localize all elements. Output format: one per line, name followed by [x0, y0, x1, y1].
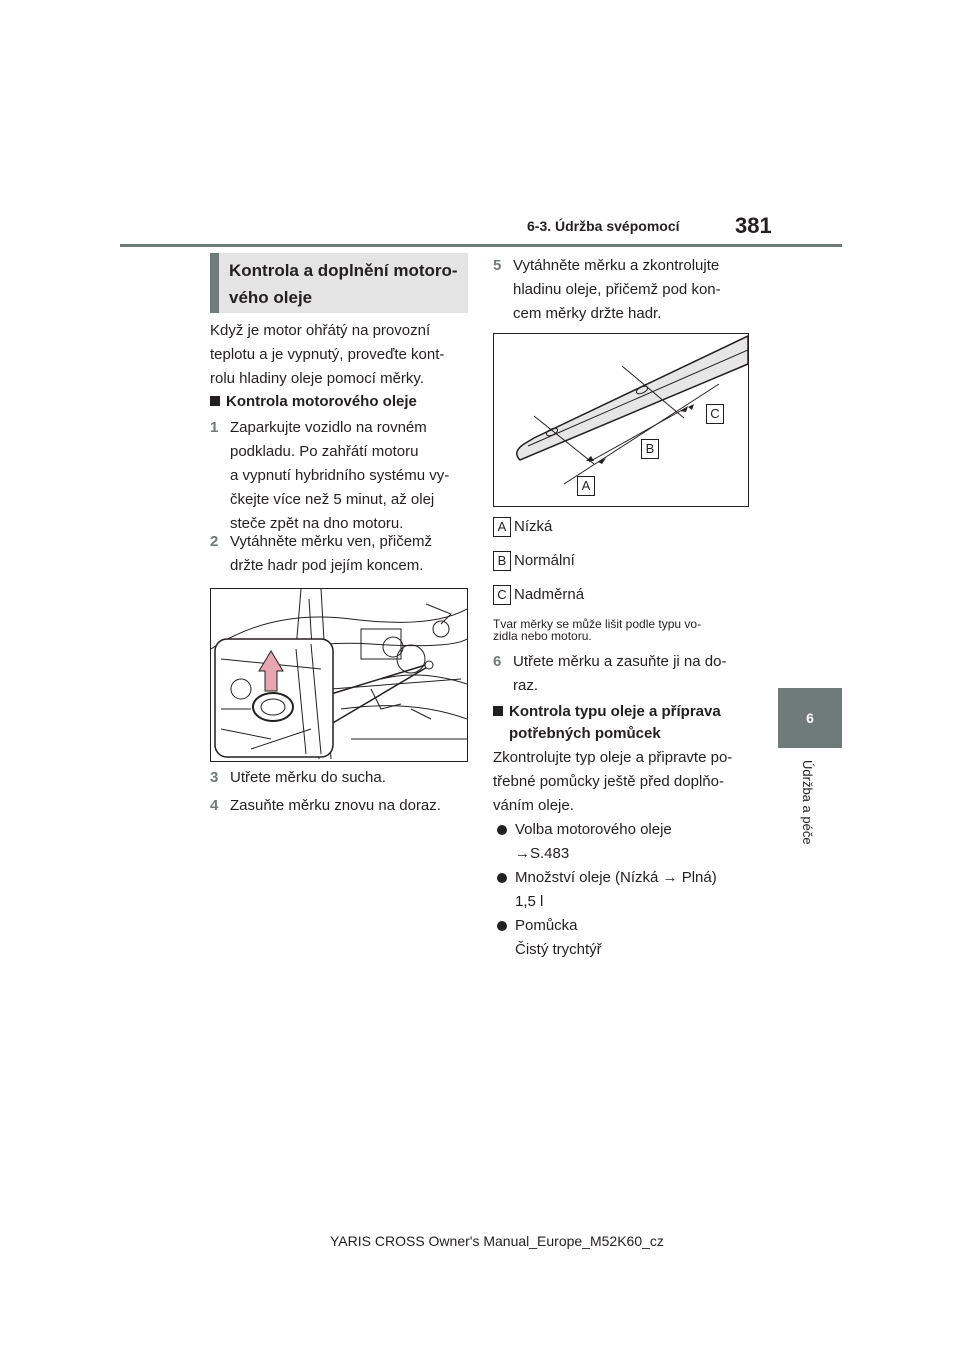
chapter-tab: 6 — [778, 688, 842, 748]
section-heading — [210, 253, 468, 313]
para-line: třebné pomůcky ještě před doplňo- — [493, 773, 724, 790]
step-text: Zasuňte měrku znovu na doraz. — [230, 797, 441, 814]
bullet-item — [493, 866, 717, 914]
step-line: cem měrky držte hadr. — [513, 305, 662, 322]
legend-letter: A — [493, 517, 511, 537]
figure-label-c: C — [706, 404, 724, 424]
step-line: a vypnutí hybridního systému vy- — [230, 467, 450, 484]
subheading-text: potřebných pomůcek — [509, 725, 661, 742]
bullet-dot-icon — [497, 825, 507, 835]
step-line: steče zpět na dno motoru. — [230, 515, 404, 532]
subheading-text: Kontrola motorového oleje — [226, 393, 417, 410]
subheading-text: Kontrola typu oleje a příprava — [509, 703, 721, 720]
step-6 — [493, 650, 755, 698]
step-line: Zaparkujte vozidlo na rovném — [230, 419, 427, 436]
shape-note — [493, 618, 753, 642]
bullet-line: Množství oleje (Nízká → Plná) — [515, 869, 717, 886]
bullet-line: Pomůcka — [515, 917, 578, 934]
step-line: raz. — [513, 677, 539, 694]
subheading-oil-check — [210, 391, 417, 413]
figure-label-a: A — [577, 476, 595, 496]
step-line: Utřete měrku a zasuňte ji na do- — [513, 653, 727, 670]
bullet-line: 1,5 l — [515, 893, 544, 910]
footer-manual-id: YARIS CROSS Owner's Manual_Europe_M52K60_cz — [330, 1233, 664, 1249]
legend-item-a — [493, 515, 552, 539]
bullet-item — [493, 818, 672, 866]
figure-label-b: B — [641, 439, 659, 459]
page-number: 381 — [735, 213, 772, 238]
step-line: držte hadr pod jejím koncem. — [230, 557, 424, 574]
step-number: 1 — [210, 419, 219, 436]
engine-dipstick-figure — [210, 588, 468, 762]
bullet-item — [493, 914, 602, 962]
header-rule — [120, 244, 842, 247]
step-number: 4 — [210, 797, 219, 814]
step-line: podkladu. Po zahřátí motoru — [230, 443, 419, 460]
bullet-dot-icon — [497, 921, 507, 931]
step-5 — [493, 254, 753, 326]
section-heading-line2: vého oleje — [229, 288, 313, 307]
oil-type-paragraph — [493, 746, 755, 818]
step-3 — [210, 766, 472, 790]
step-1 — [210, 416, 472, 536]
step-number: 2 — [210, 533, 219, 550]
legend-item-b — [493, 549, 575, 573]
legend-text: Nízká — [514, 518, 553, 535]
step-4 — [210, 794, 472, 818]
step-line: čkejte více než 5 minut, až olej — [230, 491, 435, 508]
engine-illustration — [211, 589, 467, 761]
section-heading-line1: Kontrola a doplnění motoro- — [229, 261, 458, 280]
square-bullet-icon — [210, 396, 220, 406]
bullet-line: Čistý trychtýř — [515, 941, 602, 958]
subheading-oil-type — [493, 701, 755, 745]
square-bullet-icon — [493, 706, 503, 716]
note-line: zidla nebo motoru. — [493, 629, 592, 643]
bullet-line: Volba motorového oleje — [515, 821, 672, 838]
step-number: 5 — [493, 257, 502, 274]
para-line: váním oleje. — [493, 797, 574, 814]
header-section-title: 6-3. Údržba svépomocí — [527, 218, 680, 234]
bullet-dot-icon — [497, 873, 507, 883]
chapter-side-label: Údržba a péče — [800, 760, 815, 845]
step-line: Vytáhněte měrku a zkontrolujte — [513, 257, 720, 274]
step-line: hladinu oleje, přičemž pod kon- — [513, 281, 721, 298]
bullet-line: →S.483 — [515, 845, 570, 862]
intro-paragraph — [210, 319, 472, 391]
legend-letter: C — [493, 585, 511, 605]
intro-line: Když je motor ohřátý na provozní — [210, 322, 431, 339]
legend-text: Nadměrná — [514, 586, 585, 603]
step-number: 6 — [493, 653, 502, 670]
step-line: Vytáhněte měrku ven, přičemž — [230, 533, 433, 550]
legend-letter: B — [493, 551, 511, 571]
legend-item-c — [493, 583, 584, 607]
dipstick-level-figure — [493, 333, 749, 507]
note-line: Tvar měrky se může lišit podle typu vo- — [493, 617, 702, 631]
step-number: 3 — [210, 769, 219, 786]
para-line: Zkontrolujte typ oleje a připravte po- — [493, 749, 733, 766]
intro-line: rolu hladiny oleje pomocí měrky. — [210, 370, 424, 387]
step-2 — [210, 530, 472, 578]
intro-line: teplotu a je vypnutý, proveďte kont- — [210, 346, 445, 363]
step-text: Utřete měrku do sucha. — [230, 769, 386, 786]
legend-text: Normální — [514, 552, 575, 569]
